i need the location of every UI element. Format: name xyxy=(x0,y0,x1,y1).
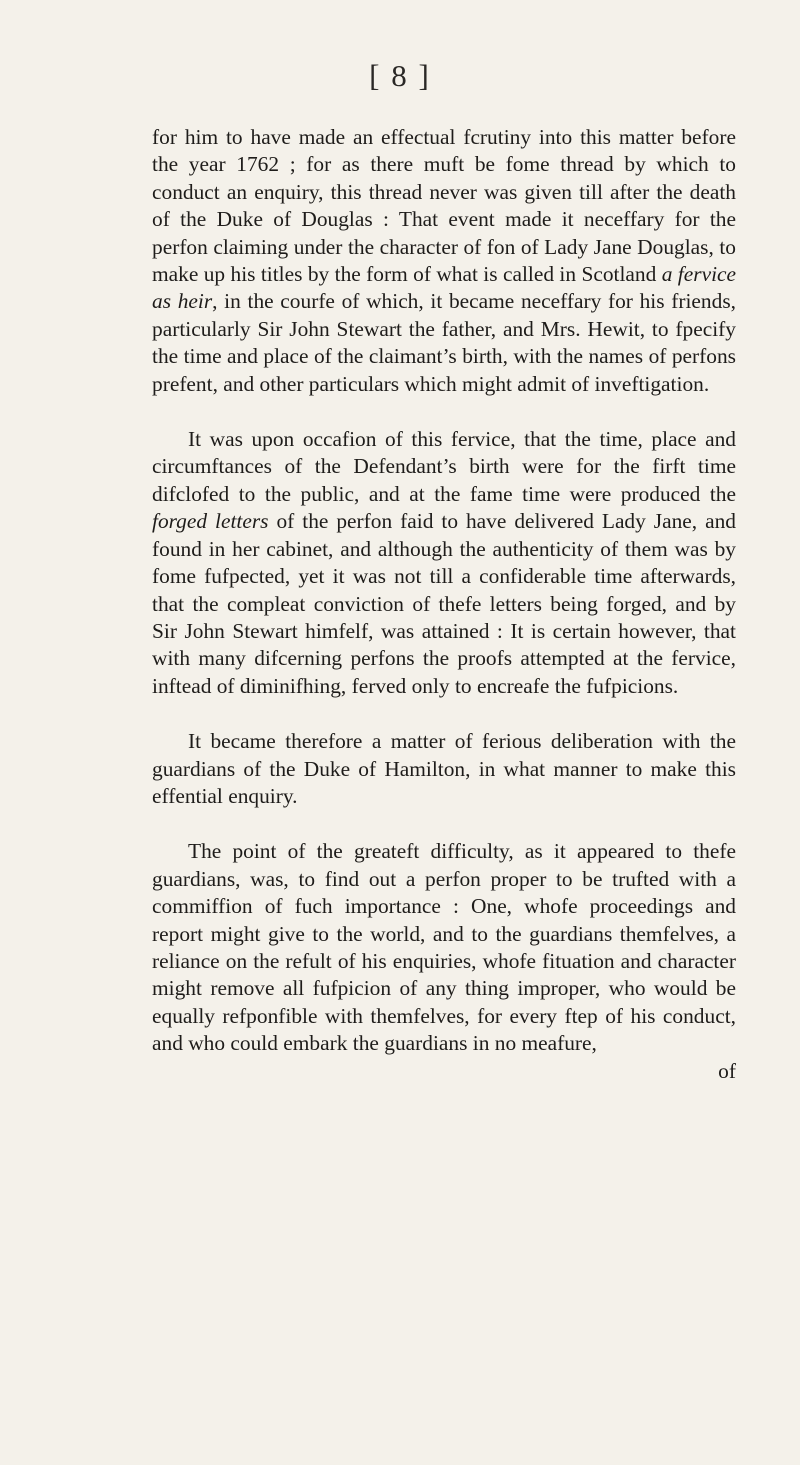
italic-text: a fervice as heir xyxy=(152,262,736,314)
paragraph-2 xyxy=(152,426,736,700)
text-run: of the perfon faid to have delivered Lady Jane, and found in her cabinet, and although the authenticity of them was by fome fufpected, yet it was not till a confiderable time afterwards, that the compleat conviction of thefe letters being forged, and by Sir John Stewart himfelf, was attained : It is certain however, that with many difcerning perfons the proofs attempted at the fervice, inftead of diminifhing, ferved only to encreafe the fufpicions. xyxy=(152,509,737,698)
body-text xyxy=(152,124,736,1085)
text-run: It became therefore a matter of ferious deliberation with the guardians of the Duke of Hamilton, in what manner to make this effential enquiry. xyxy=(152,729,736,808)
text-run: , in the courfe of which, it became neceffary for his friends, particularly Sir John Stewart the father, and Mrs. Hewit, to fpecify the time and place of the claimant’s birth, with the names of perfons prefent, and other particulars which might admit of inveftigation. xyxy=(152,289,736,396)
text-run: for him to have made an effectual fcrutiny into this matter before the year 1762 ; for as there muft be fome thread by which to conduct an enquiry, this thread never was given till after the death of the Duke of Douglas : That event made it neceffary for the perfon claiming under the character of fon of Lady Jane Douglas, to make up his titles by the form of what is called in Scotland xyxy=(152,125,736,287)
paragraph-4 xyxy=(152,838,736,1057)
italic-text: forged letters xyxy=(152,509,269,534)
catchword: of xyxy=(718,1058,736,1083)
paragraph-1 xyxy=(152,124,736,398)
text-run: It was upon occafion of this fervice, that the time, place and circumftances of the Defendant’s birth were for the firft time difclofed to the public, and at the fame time were produced the xyxy=(152,427,736,506)
paragraph-3 xyxy=(152,728,736,810)
page-number: [ 8 ] xyxy=(369,58,431,93)
text-run: The point of the greateft difficulty, as it appeared to thefe guardians, was, to find out a perfon proper to be trufted with a commiffion of fuch importance : One, whofe proceedings and report might give to the world, and to the guardians themfelves, a reliance on the refult of his enquiries, whofe fituation and character might remove all fufpicion of any thing improper, who would be equally refponfible with themfelves, for every ftep of his conduct, and who could embark the guardians in no meafure, xyxy=(152,839,736,1056)
